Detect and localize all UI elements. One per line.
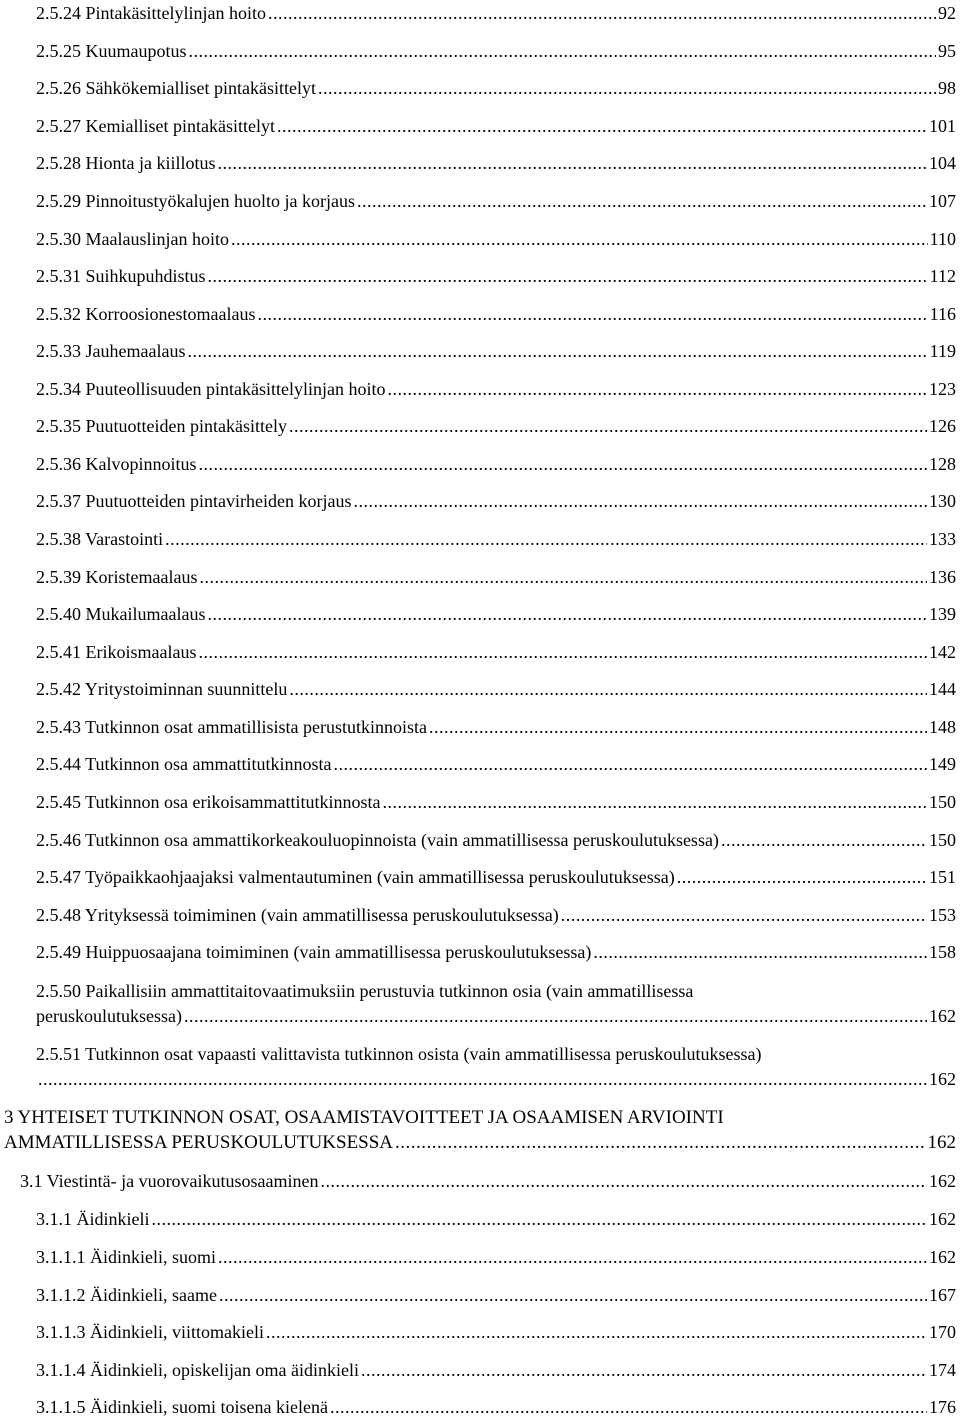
toc-entry-title: 2.5.24 Pintakäsittelylinjan hoito — [36, 3, 266, 23]
toc-entry-title: 2.5.45 Tutkinnon osa erikoisammattitutkinnosta — [36, 792, 381, 812]
toc-entry-title: 2.5.29 Pinnoitustyökalujen huolto ja korjaus — [36, 191, 355, 211]
toc-entry[interactable] — [36, 641, 956, 663]
toc-entry[interactable] — [36, 1396, 956, 1418]
toc-leader-dots — [207, 603, 927, 625]
toc-page-number: 130 — [929, 491, 956, 511]
toc-entry[interactable] — [36, 77, 956, 99]
toc-leader-dots — [187, 340, 927, 362]
toc-leader-dots — [152, 1208, 928, 1230]
toc-entry-title: 3.1.1.2 Äidinkieli, saame — [36, 1285, 217, 1305]
toc-page-number: 133 — [929, 529, 956, 549]
toc-entry[interactable] — [36, 866, 956, 888]
toc-entry-title: 3.1.1.3 Äidinkieli, viittomakieli — [36, 1322, 264, 1342]
toc-entry[interactable] — [36, 152, 956, 174]
toc-leader-dots — [318, 77, 936, 99]
toc-entry-title: 2.5.32 Korroosionestomaalaus — [36, 304, 256, 324]
toc-leader-dots — [208, 265, 928, 287]
toc-page-number: 119 — [929, 341, 956, 361]
toc-leader-dots — [330, 1396, 927, 1418]
toc-leader-dots — [721, 829, 927, 851]
toc-entry-title: 2.5.27 Kemialliset pintakäsittelyt — [36, 116, 275, 136]
toc-entry[interactable] — [36, 941, 956, 963]
toc-page-number: 107 — [929, 191, 956, 211]
toc-leader-dots — [266, 1321, 927, 1343]
toc-entry-title: 2.5.39 Koristemaalaus — [36, 567, 198, 587]
toc-entry-title: 2.5.41 Erikoismaalaus — [36, 642, 197, 662]
toc-page-number: 123 — [929, 379, 956, 399]
toc-page-number: 110 — [929, 229, 956, 249]
toc-page-number: 148 — [929, 717, 956, 737]
toc-entry-title: peruskoulutuksessa) — [36, 1006, 182, 1026]
toc-entry[interactable] — [36, 40, 956, 62]
toc-entry[interactable] — [36, 228, 956, 250]
toc-entry-title: 3.1.1.4 Äidinkieli, opiskelijan oma äidinkieli — [36, 1360, 359, 1380]
toc-page-number: 104 — [929, 153, 956, 173]
toc-entry[interactable] — [36, 904, 956, 926]
toc-leader-dots — [198, 641, 927, 663]
toc-entry-title: 2.5.36 Kalvopinnoitus — [36, 454, 197, 474]
toc-leader-dots — [677, 866, 927, 888]
toc-leader-dots — [38, 1068, 927, 1090]
toc-entry[interactable] — [36, 1246, 956, 1268]
toc-entry-title: 2.5.30 Maalauslinjan hoito — [36, 229, 229, 249]
toc-page-number: 158 — [929, 942, 956, 962]
toc-entry-title: 2.5.28 Hionta ja kiillotus — [36, 153, 216, 173]
toc-entry[interactable] — [36, 265, 956, 287]
toc-leader-dots — [257, 303, 927, 325]
toc-entry-title: 2.5.38 Varastointi — [36, 529, 164, 549]
toc-page-number: 139 — [929, 604, 956, 624]
toc-page-number: 174 — [929, 1360, 956, 1380]
toc-page-number: 98 — [938, 78, 956, 98]
toc-page-number: 101 — [929, 116, 956, 136]
toc-entry[interactable] — [36, 1208, 956, 1230]
toc-entry[interactable] — [36, 190, 956, 212]
toc-leader-dots — [165, 528, 927, 550]
toc-entry[interactable] — [36, 490, 956, 512]
toc-entry[interactable] — [36, 716, 956, 738]
toc-entry[interactable] — [36, 1321, 956, 1343]
toc-entry-title: 2.5.37 Puutuotteiden pintavirheiden korjaus — [36, 491, 352, 511]
toc-entry-title: AMMATILLISESSA PERUSKOULUTUKSESSA — [4, 1132, 394, 1153]
toc-entry[interactable] — [36, 2, 956, 24]
toc-entry[interactable] — [20, 1170, 956, 1192]
toc-entry[interactable] — [36, 791, 956, 813]
toc-page-number: 162 — [929, 1171, 956, 1191]
toc-page-number: 149 — [929, 754, 956, 774]
toc-page-number: 162 — [929, 1209, 956, 1229]
toc-chapter-entry[interactable] — [4, 1132, 956, 1154]
toc-page-number: 136 — [929, 567, 956, 587]
toc-entry-title-line1: 2.5.50 Paikallisiin ammattitaitovaatimuksiin perustuvia tutkinnon osia (vain ammatillisessa — [36, 981, 694, 1001]
toc-leader-dots — [218, 152, 928, 174]
toc-entry[interactable] — [36, 829, 956, 851]
toc-page-number: 142 — [929, 642, 956, 662]
toc-page-number: 116 — [929, 304, 956, 324]
toc-page-number: 112 — [929, 266, 956, 286]
toc-leader-dots — [593, 941, 927, 963]
toc-entry-title: 2.5.26 Sähkökemialliset pintakäsittelyt — [36, 78, 316, 98]
toc-leader-dots — [289, 678, 927, 700]
toc-entry-title: 2.5.33 Jauhemaalaus — [36, 341, 186, 361]
toc-leader-dots — [383, 791, 927, 813]
toc-entry[interactable] — [36, 678, 956, 700]
toc-page-number: 176 — [929, 1397, 956, 1417]
toc-page-number: 162 — [929, 1006, 956, 1026]
toc-page-number: 126 — [929, 416, 956, 436]
toc-entry-title: 3.1 Viestintä- ja vuorovaikutusosaaminen — [20, 1171, 319, 1191]
toc-page-number: 95 — [938, 41, 956, 61]
toc-page-number: 162 — [927, 1132, 956, 1153]
toc-entry[interactable] — [36, 415, 956, 437]
toc-page-number: 92 — [938, 3, 956, 23]
toc-entry-title: 2.5.35 Puutuotteiden pintakäsittely — [36, 416, 287, 436]
toc-entry-title: 2.5.44 Tutkinnon osa ammattitutkinnosta — [36, 754, 332, 774]
toc-leader-dots — [334, 753, 927, 775]
toc-entry-title: 2.5.42 Yritystoiminnan suunnittelu — [36, 679, 288, 699]
toc-entry[interactable] — [36, 566, 956, 588]
toc-entry-title: 3.1.1.1 Äidinkieli, suomi — [36, 1247, 216, 1267]
toc-leader-dots — [361, 1359, 927, 1381]
toc-page-number: 151 — [929, 867, 956, 887]
toc-page-number: 167 — [929, 1285, 956, 1305]
toc-page-number: 128 — [929, 454, 956, 474]
toc-entry[interactable] — [36, 528, 956, 550]
toc-leader-dots — [429, 716, 927, 738]
toc-entry-title: 2.5.48 Yrityksessä toimiminen (vain ammatillisessa peruskoulutuksessa) — [36, 905, 559, 925]
toc-leader-dots — [561, 904, 927, 926]
toc-entry[interactable] — [36, 1359, 956, 1381]
toc-entry-title: 2.5.49 Huippuosaajana toimiminen (vain ammatillisessa peruskoulutuksessa) — [36, 942, 592, 962]
toc-entry[interactable] — [36, 603, 956, 625]
toc-entry-title: 2.5.25 Kuumaupotus — [36, 41, 187, 61]
toc-leader-dots — [357, 190, 927, 212]
toc-leader-dots — [219, 1284, 927, 1306]
toc-entry[interactable] — [36, 303, 956, 325]
toc-leader-dots — [231, 228, 928, 250]
toc-page-number: 150 — [929, 792, 956, 812]
toc-page-number: 153 — [929, 905, 956, 925]
toc-entry[interactable] — [36, 378, 956, 400]
toc-page-number: 162 — [929, 1247, 956, 1267]
toc-chapter-title-line1: 3 YHTEISET TUTKINNON OSAT, OSAAMISTAVOITTEET JA OSAAMISEN ARVIOINTI — [4, 1107, 724, 1128]
toc-leader-dots — [321, 1170, 927, 1192]
toc-entry-title: 2.5.40 Mukailumaalaus — [36, 604, 206, 624]
toc-entry[interactable] — [36, 340, 956, 362]
toc-page-number: 150 — [929, 830, 956, 850]
toc-leader-dots — [387, 378, 927, 400]
toc-page-number: 162 — [929, 1069, 956, 1089]
toc-entry-title: 2.5.34 Puuteollisuuden pintakäsittelylinjan hoito — [36, 379, 386, 399]
toc-leader-dots — [199, 566, 927, 588]
toc-entry[interactable] — [36, 1005, 956, 1027]
toc-leader-dots — [199, 453, 928, 475]
toc-entry-title-line1: 2.5.51 Tutkinnon osat vapaasti valittavista tutkinnon osista (vain ammatillisessa peruskoulutuksessa) — [36, 1044, 762, 1064]
toc-entry[interactable] — [36, 753, 956, 775]
toc-entry[interactable] — [36, 1284, 956, 1306]
toc-entry-title: 2.5.31 Suihkupuhdistus — [36, 266, 206, 286]
toc-leader-dots — [277, 115, 927, 137]
toc-entry[interactable] — [36, 453, 956, 475]
toc-leader-dots — [353, 490, 927, 512]
toc-page-number: 170 — [929, 1322, 956, 1342]
toc-page-number: 144 — [929, 679, 956, 699]
toc-entry-title: 3.1.1.5 Äidinkieli, suomi toisena kielenä — [36, 1397, 328, 1417]
toc-leader-dots — [218, 1246, 927, 1268]
toc-entry-title: 2.5.47 Työpaikkaohjaajaksi valmentautuminen (vain ammatillisessa peruskoulutuksessa) — [36, 867, 675, 887]
toc-leader-dots — [289, 415, 927, 437]
toc-entry[interactable] — [36, 1068, 956, 1090]
toc-entry-title: 2.5.46 Tutkinnon osa ammattikorkeakouluopinnoista (vain ammatillisessa peruskoulutuksessa) — [36, 830, 719, 850]
toc-leader-dots — [395, 1132, 925, 1154]
toc-entry[interactable] — [36, 115, 956, 137]
toc-leader-dots — [184, 1005, 927, 1027]
toc-entry-title: 2.5.43 Tutkinnon osat ammatillisista perustutkinnoista — [36, 717, 428, 737]
toc-entry-title: 3.1.1 Äidinkieli — [36, 1209, 150, 1229]
toc-leader-dots — [189, 40, 937, 62]
toc-leader-dots — [268, 2, 936, 24]
